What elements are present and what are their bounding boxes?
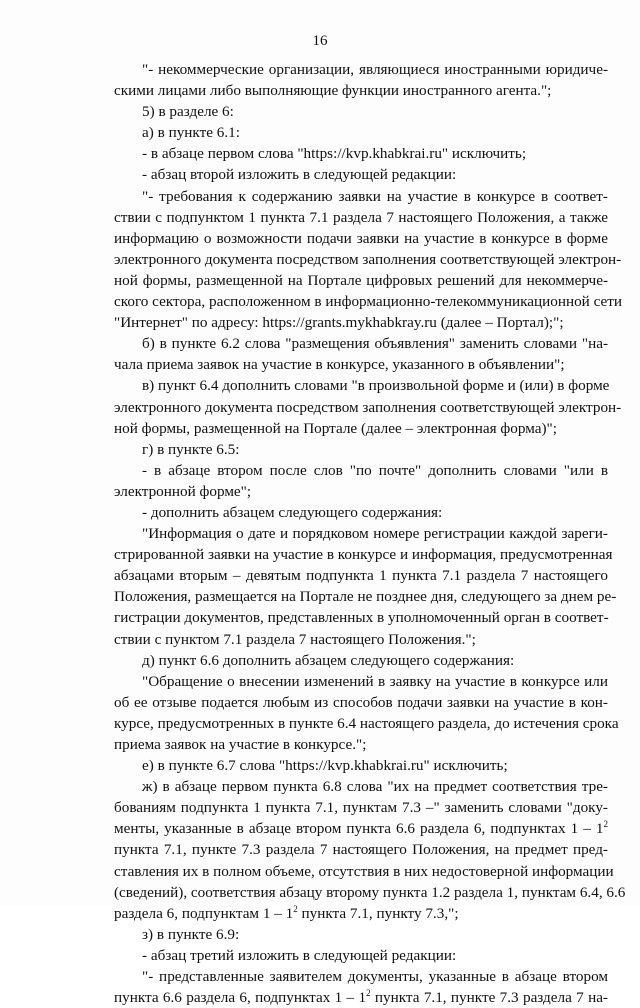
text-line-content: г) в пункте 6.5: bbox=[142, 440, 240, 458]
text-line-content: приема заявок на участие в конкурсе."; bbox=[114, 736, 367, 753]
text-line-content: курсе, предусмотренных в пункте 6.4 настоящего раздела, до истечения срока bbox=[114, 714, 619, 732]
text-line-content: - абзац второй изложить в следующей редакции: bbox=[142, 166, 457, 184]
text-line bbox=[114, 80, 608, 101]
text-line bbox=[114, 270, 608, 291]
text-line-content: ной формы, размещенной на Портале (далее – электронная форма)"; bbox=[114, 419, 557, 437]
text-line-content: "- представленные заявителем документы, указанные в абзаце втором bbox=[142, 968, 608, 986]
text-line bbox=[114, 481, 608, 502]
text-line-content: гистрации документов, представленных в уполномоченный орган в соответ- bbox=[114, 609, 609, 627]
text-line bbox=[114, 122, 608, 143]
text-line-content: "Обращение о внесении изменений в заявку на участие в конкурсе или bbox=[142, 672, 608, 690]
text-line bbox=[114, 797, 608, 818]
text-line bbox=[114, 818, 608, 839]
text-line bbox=[114, 375, 608, 396]
text-line-tail: пункта 7.1, пункте 7.3 раздела 7 на- bbox=[370, 989, 608, 1007]
text-line-content: бованиям подпункта 1 пункта 7.1, пунктам 7.3 –" заменить словами "доку- bbox=[114, 799, 608, 817]
text-line-content: менты, указанные в абзаце втором пункта 6.6 раздела 6, подпунктах 1 – 1 bbox=[114, 820, 604, 838]
text-line bbox=[114, 650, 608, 671]
text-line-content: ставления их в полном объеме, отсутствия в них недостоверной информации bbox=[114, 862, 614, 880]
text-line bbox=[114, 164, 608, 185]
text-line bbox=[114, 101, 608, 122]
text-line-content: ной формы, размещенной на Портале цифровых решений для некоммерче- bbox=[114, 271, 608, 289]
text-line bbox=[114, 312, 608, 333]
text-line-content: - дополнить абзацем следующего содержания: bbox=[142, 503, 443, 521]
text-line bbox=[114, 903, 608, 924]
text-line-content: пункта 6.6 раздела 6, подпунктах 1 – 1 bbox=[114, 989, 367, 1007]
text-line-content: - в абзаце первом слова "https://kvp.khabkrai.ru" исключить; bbox=[142, 145, 527, 163]
text-line bbox=[114, 207, 608, 228]
text-line-content: пункта 7.1, пункте 7.3 раздела 7 настоящего Положения, на предмет пред- bbox=[114, 841, 608, 859]
text-line-content: стрированной заявки на участие в конкурсе и информация, предусмотренная bbox=[114, 546, 613, 564]
text-line-content: в) пункт 6.4 дополнить словами "в произвольной форме и (или) в форме bbox=[142, 377, 610, 395]
text-line-content: Положения, размещается на Портале не позднее дня, следующего за днем ре- bbox=[114, 588, 617, 606]
text-line bbox=[114, 671, 608, 692]
text-line bbox=[114, 460, 608, 481]
text-line bbox=[114, 523, 608, 544]
text-line-content: электронного документа посредством заполнения соответствующей электрон- bbox=[114, 250, 622, 268]
text-line bbox=[114, 629, 608, 650]
text-line-content: "Интернет" по адресу: https://grants.mykhabkray.ru (далее – Портал);"; bbox=[114, 314, 564, 332]
text-line bbox=[114, 249, 622, 270]
text-line bbox=[114, 755, 608, 776]
text-line-content: электронной форме"; bbox=[114, 482, 252, 500]
text-line bbox=[114, 397, 622, 418]
text-line-content: электронного документа посредством заполнения соответствующей электрон- bbox=[114, 398, 622, 416]
text-line-content: ж) в абзаце первом пункта 6.8 слова "их на предмет соответствия тре- bbox=[142, 778, 608, 796]
text-line bbox=[114, 354, 608, 375]
text-line bbox=[114, 734, 608, 755]
text-line-content: об ее отзыве подается любым из способов подачи заявки на участие в кон- bbox=[114, 693, 608, 711]
text-line-content: абзацами вторым – девятым подпункта 1 пункта 7.1 раздела 7 настоящего bbox=[114, 567, 608, 585]
text-line bbox=[114, 713, 619, 734]
text-line-content: - абзац третий изложить в следующей редакции: bbox=[142, 946, 457, 964]
text-line-content: "Информация о дате и порядковом номере регистрации каждой зареги- bbox=[142, 525, 608, 543]
text-line bbox=[114, 776, 608, 797]
text-line-content: скими лицами либо выполняющие функции иностранного агента."; bbox=[114, 82, 552, 100]
text-line bbox=[114, 186, 608, 207]
text-line bbox=[114, 945, 608, 966]
text-line-content: а) в пункте 6.1: bbox=[142, 124, 240, 142]
text-line-content: "- некоммерческие организации, являющиеся иностранными юридиче- bbox=[142, 61, 608, 78]
text-line-content: 5) в разделе 6: bbox=[142, 103, 234, 121]
text-line-content: з) в пункте 6.9: bbox=[142, 925, 240, 943]
text-line bbox=[114, 839, 608, 860]
text-line bbox=[114, 565, 608, 586]
text-line bbox=[114, 291, 623, 312]
text-line-content: д) пункт 6.6 дополнить абзацем следующего содержания: bbox=[142, 651, 515, 669]
text-line bbox=[114, 333, 608, 354]
superscript: 2 bbox=[293, 903, 298, 914]
text-line bbox=[114, 502, 608, 523]
text-line-tail: пункта 7.1, пункту 7.3,"; bbox=[297, 904, 459, 922]
text-line bbox=[114, 418, 608, 439]
superscript: 2 bbox=[603, 819, 608, 830]
text-line bbox=[114, 966, 608, 987]
text-line-content: ствии с пунктом 7.1 раздела 7 настоящего Положения."; bbox=[114, 630, 476, 648]
superscript: 2 bbox=[366, 988, 371, 999]
text-line-content: раздела 6, подпунктам 1 – 1 bbox=[114, 904, 294, 922]
text-line bbox=[114, 228, 608, 249]
text-line-content: б) в пункте 6.2 слова "размещения объявления" заменить словами "на- bbox=[142, 335, 608, 353]
text-line bbox=[114, 882, 626, 903]
text-line bbox=[114, 987, 608, 1008]
document-body bbox=[114, 59, 626, 1008]
page-number: 16 bbox=[312, 33, 328, 49]
text-line bbox=[114, 439, 608, 460]
text-line bbox=[114, 692, 608, 713]
text-line-content: ского сектора, расположенном в информационно-телекоммуникационной сети bbox=[114, 293, 623, 311]
text-line-content: "- требования к содержанию заявки на участие в конкурсе в соответ- bbox=[142, 187, 608, 205]
text-line bbox=[114, 59, 608, 80]
text-line bbox=[114, 607, 608, 628]
text-line-content: чала приема заявок на участие в конкурсе, указанного в объявлении"; bbox=[114, 356, 565, 374]
text-line-content: ствии с подпунктом 1 пункта 7.1 раздела 7 настоящего Положения, а также bbox=[114, 208, 608, 226]
text-line bbox=[114, 544, 613, 565]
text-line-content: (сведений), соответствия абзацу второму пункта 1.2 раздела 1, пунктам 6.4, 6.6 bbox=[114, 883, 626, 901]
text-line-content: - в абзаце втором после слов "по почте" дополнить словами "или в bbox=[142, 461, 608, 479]
text-line-content: информацию о возможности подачи заявки на участие в конкурсе в форме bbox=[114, 229, 608, 247]
text-line bbox=[114, 861, 614, 882]
text-line bbox=[114, 924, 608, 945]
text-line-content: е) в пункте 6.7 слова "https://kvp.khabkrai.ru" исключить; bbox=[142, 757, 508, 775]
text-line bbox=[114, 143, 608, 164]
text-line bbox=[114, 586, 617, 607]
